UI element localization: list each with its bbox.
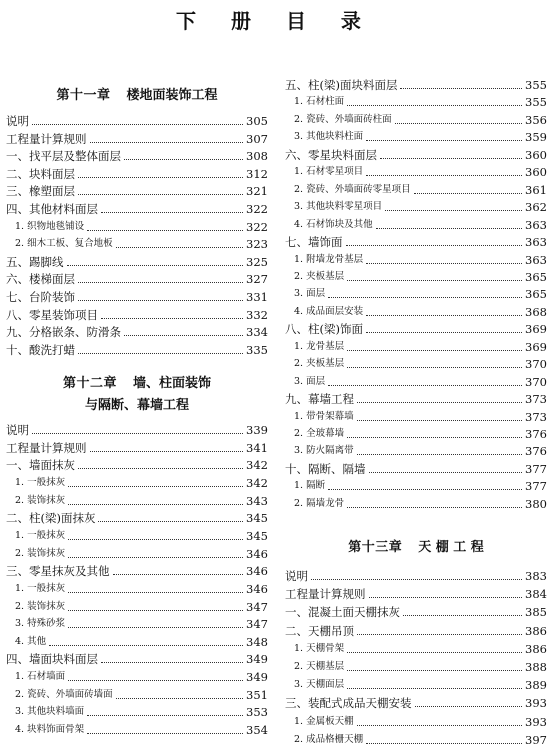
toc-entry — [6, 509, 268, 527]
page-number: 346 — [246, 546, 268, 561]
toc-entry — [285, 622, 547, 640]
toc-subentry — [6, 668, 268, 686]
toc-subentry — [6, 527, 268, 545]
dot-leader — [414, 192, 522, 194]
dot-leader — [87, 229, 243, 231]
entry-title: 说明 — [285, 569, 308, 583]
dot-leader — [366, 314, 522, 316]
dot-leader — [101, 211, 243, 213]
entry-title: 3. 其他块料墙面 — [15, 706, 85, 718]
page-number: 339 — [246, 423, 268, 437]
toc-entry — [6, 341, 268, 359]
entry-title: 工程量计算规则 — [6, 131, 87, 146]
toc-entry — [6, 439, 268, 457]
entry-title: 1. 石材墙面 — [15, 671, 66, 683]
dot-leader — [78, 281, 243, 283]
page-number: 341 — [246, 440, 268, 455]
dot-leader — [366, 139, 522, 141]
entry-title: 3. 面层 — [294, 375, 326, 387]
toc-entry — [6, 323, 268, 341]
page-number: 363 — [525, 252, 547, 267]
entry-title: 4. 石材饰块及其他 — [294, 218, 373, 230]
dot-leader — [357, 401, 522, 403]
toc-subentry — [6, 474, 268, 492]
dot-leader — [68, 503, 243, 505]
entry-title: 三、装配式成品天棚安装 — [285, 696, 412, 711]
page-number: 305 — [246, 114, 268, 128]
page-number: 377 — [525, 479, 547, 494]
entry-title: 1. 金属板天棚 — [294, 715, 354, 727]
page-number: 388 — [525, 660, 547, 674]
dot-leader — [32, 123, 243, 125]
page-number: 334 — [246, 325, 268, 340]
toc-entry — [6, 147, 268, 165]
dot-leader — [328, 296, 522, 298]
toc-entry — [6, 306, 268, 324]
entry-title: 1. 一般抹灰 — [15, 476, 66, 488]
dot-leader — [328, 488, 522, 490]
entry-title: 二、柱(梁)面抹灰 — [6, 511, 96, 526]
toc-entry — [285, 146, 547, 164]
entry-title: 七、墙饰面 — [285, 235, 343, 250]
dot-leader — [415, 705, 523, 707]
toc-entry — [6, 253, 268, 271]
chapter-title: 天 棚 工 程 — [418, 540, 484, 555]
page-number: 355 — [525, 78, 547, 92]
dot-leader — [98, 520, 243, 522]
page-number: 353 — [246, 705, 268, 720]
entry-title: 工程量计算规则 — [6, 440, 87, 455]
chapter-heading-12 — [6, 374, 268, 394]
entry-title: 四、墙面块料面层 — [6, 652, 98, 667]
dot-leader — [32, 432, 243, 434]
toc-entry — [285, 76, 547, 94]
page-number: 331 — [246, 290, 268, 304]
toc-subentry — [285, 268, 547, 286]
page-number: 383 — [525, 569, 547, 583]
toc-subentry — [285, 408, 547, 426]
entry-title: 九、分格嵌条、防滑条 — [6, 325, 121, 340]
dot-leader — [366, 262, 522, 264]
page-number: 349 — [246, 652, 268, 667]
toc-subentry — [285, 731, 547, 749]
toc-subentry — [6, 580, 268, 598]
dot-leader — [357, 453, 522, 455]
entry-title: 五、柱(梁)面块料面层 — [285, 78, 398, 92]
dot-leader — [68, 609, 243, 611]
page-number: 362 — [525, 200, 547, 215]
chapter-number: 第十二章 — [62, 376, 117, 391]
dot-leader — [385, 209, 522, 211]
page-number: 351 — [246, 687, 268, 702]
entry-title: 2. 成品格栅天棚 — [294, 733, 364, 745]
page-number: 363 — [525, 235, 547, 250]
toc-entry — [6, 650, 268, 668]
toc-subentry — [285, 425, 547, 443]
page-number: 312 — [246, 166, 268, 181]
page-number: 384 — [525, 587, 547, 602]
toc-entry — [6, 130, 268, 148]
entry-title: 十、隔断、隔墙 — [285, 461, 366, 476]
toc-entry — [6, 562, 268, 580]
dot-leader — [347, 687, 522, 689]
page-number: 345 — [246, 511, 268, 526]
toc-subentry — [285, 355, 547, 373]
page-number: 370 — [525, 357, 547, 372]
page-number: 376 — [525, 427, 547, 441]
entry-title: 六、零星块料面层 — [285, 147, 377, 162]
entry-title: 2. 细木工板、复合地板 — [15, 238, 113, 250]
page-number: 360 — [525, 147, 547, 162]
toc-entry — [285, 460, 547, 478]
entry-title: 3. 其他块料零星项目 — [294, 201, 383, 213]
page-number: 322 — [246, 202, 268, 216]
dot-leader — [366, 331, 522, 333]
page-number: 307 — [246, 131, 268, 146]
dot-leader — [346, 244, 523, 246]
entry-title: 2. 装饰抹灰 — [15, 547, 66, 559]
toc-entry — [285, 320, 547, 338]
entry-title: 三、零星抹灰及其他 — [6, 564, 110, 579]
entry-title: 1. 附墙龙骨基层 — [294, 253, 364, 265]
page-number: 386 — [525, 623, 547, 638]
dot-leader — [347, 506, 522, 508]
chapter-number: 第十一章 — [56, 88, 111, 103]
entry-title: 2. 天棚基层 — [294, 661, 345, 672]
page-number: 369 — [525, 322, 547, 337]
toc-entry — [6, 288, 268, 306]
dot-leader — [380, 157, 522, 159]
entry-title: 1. 天棚骨架 — [294, 642, 345, 654]
entry-title: 八、零星装饰项目 — [6, 307, 98, 322]
toc-entry — [285, 567, 547, 585]
toc-subentry — [285, 373, 547, 391]
dot-leader — [78, 193, 243, 195]
toc-subentry — [6, 218, 268, 236]
dot-leader — [357, 724, 522, 726]
page-number: 393 — [525, 696, 547, 711]
entry-title: 一、找平层及整体面层 — [6, 149, 121, 164]
entry-title: 1. 一般抹灰 — [15, 529, 66, 541]
dot-leader — [78, 176, 243, 178]
entry-title: 2. 全玻幕墙 — [294, 428, 345, 439]
toc-subentry — [285, 303, 547, 321]
dot-leader — [347, 366, 522, 368]
page-number: 356 — [525, 112, 547, 127]
entry-title: 2. 装饰抹灰 — [15, 600, 66, 612]
chapter-heading-12-line2 — [6, 396, 268, 416]
entry-title: 2. 瓷砖、外墙面砖墙面 — [15, 688, 113, 700]
toc-entry — [285, 233, 547, 251]
dot-leader — [68, 538, 243, 540]
toc-entry — [285, 585, 547, 603]
dot-leader — [78, 299, 243, 301]
entry-title: 四、其他材料面层 — [6, 202, 98, 216]
entry-title: 十、酸洗打蜡 — [6, 342, 75, 357]
page-number: 321 — [246, 184, 268, 199]
dot-leader — [101, 317, 243, 319]
chapter-title: 楼地面装饰工程 — [126, 88, 218, 103]
toc-subentry — [6, 545, 268, 563]
page-number: 349 — [246, 670, 268, 685]
entry-title: 二、块料面层 — [6, 166, 75, 181]
entry-title: 说明 — [6, 423, 29, 437]
page-number: 345 — [246, 528, 268, 543]
page-number: 386 — [525, 641, 547, 656]
dot-leader — [101, 661, 243, 663]
entry-title: 1. 一般抹灰 — [15, 582, 66, 594]
toc-subentry — [6, 721, 268, 739]
dot-leader — [49, 644, 243, 646]
chapter-heading-13 — [285, 538, 547, 558]
toc-subentry — [285, 251, 547, 269]
dot-leader — [395, 122, 522, 124]
toc-subentry — [285, 181, 547, 199]
toc-entry — [6, 270, 268, 288]
page-number: 308 — [246, 149, 268, 164]
page-number: 363 — [525, 217, 547, 232]
page-number: 369 — [525, 339, 547, 354]
chapter-title: 墙、柱面装饰 — [133, 376, 212, 391]
dot-leader — [347, 436, 522, 438]
toc-right-column — [285, 0, 547, 756]
toc-subentry — [6, 492, 268, 510]
entry-title: 4. 成品面层安装 — [294, 305, 364, 317]
dot-leader — [376, 227, 522, 229]
entry-title: 1. 石材柱面 — [294, 96, 345, 108]
dot-leader — [116, 246, 243, 248]
entry-title: 4. 其他 — [15, 635, 47, 647]
dot-leader — [369, 471, 523, 473]
dot-leader — [68, 485, 243, 487]
toc-subentry — [285, 658, 547, 676]
toc-subentry — [6, 686, 268, 704]
entry-title: 3. 面层 — [294, 288, 326, 300]
dot-leader — [90, 450, 244, 452]
dot-leader — [311, 578, 522, 580]
page-number: 346 — [246, 564, 268, 579]
toc-subentry — [285, 93, 547, 111]
page-number: 370 — [525, 374, 547, 389]
toc-subentry — [285, 640, 547, 658]
dot-leader — [68, 556, 243, 558]
dot-leader — [347, 104, 522, 106]
dot-leader — [400, 87, 522, 89]
toc-entry — [285, 390, 547, 408]
entry-title: 三、橡塑面层 — [6, 184, 75, 199]
page-number: 347 — [246, 599, 268, 614]
entry-title: 4. 块料饰面骨架 — [15, 724, 85, 736]
dot-leader — [124, 158, 243, 160]
toc-subentry — [285, 338, 547, 356]
dot-leader — [357, 633, 522, 635]
dot-leader — [116, 697, 243, 699]
entry-title: 2. 夹板基层 — [294, 270, 345, 282]
page-number: 355 — [525, 95, 547, 110]
page-number: 325 — [246, 254, 268, 269]
chapter-number: 第十三章 — [348, 540, 403, 555]
page-number: 348 — [246, 634, 268, 649]
toc-subentry — [6, 703, 268, 721]
toc-subentry — [285, 111, 547, 129]
dot-leader — [67, 264, 244, 266]
page-number: 346 — [246, 581, 268, 596]
dot-leader — [87, 714, 243, 716]
entry-title: 八、柱(梁)饰面 — [285, 322, 363, 337]
toc-entry — [6, 182, 268, 200]
toc-entry — [285, 603, 547, 621]
toc-subentry — [6, 633, 268, 651]
dot-leader — [87, 732, 243, 734]
toc-subentry — [285, 198, 547, 216]
entry-title: 工程量计算规则 — [285, 587, 366, 602]
dot-leader — [366, 174, 522, 176]
dot-leader — [68, 626, 243, 628]
dot-leader — [124, 334, 243, 336]
dot-leader — [68, 591, 243, 593]
toc-subentry — [285, 477, 547, 495]
toc-entry — [6, 165, 268, 183]
entry-title: 一、墙面抹灰 — [6, 458, 75, 473]
page-number: 365 — [525, 269, 547, 284]
page-number: 380 — [525, 496, 547, 511]
page-number: 347 — [246, 617, 268, 632]
page-number: 385 — [525, 605, 547, 620]
entry-title: 2. 瓷砖、外墙面砖柱面 — [294, 113, 392, 125]
entry-title: 1. 织物地毯铺设 — [15, 220, 85, 232]
entry-title: 1. 石材零星项目 — [294, 166, 364, 178]
page-number: 342 — [246, 475, 268, 490]
entry-title: 六、楼梯面层 — [6, 272, 75, 287]
dot-leader — [68, 679, 243, 681]
entry-title: 七、台阶装饰 — [6, 290, 75, 304]
page-number: 343 — [246, 493, 268, 508]
entry-title: 二、天棚吊顶 — [285, 623, 354, 638]
toc-subentry — [6, 615, 268, 633]
entry-title: 九、幕墙工程 — [285, 392, 354, 407]
toc-subentry — [285, 163, 547, 181]
toc-subentry — [285, 495, 547, 513]
toc-entry — [6, 421, 268, 439]
toc-entry — [285, 694, 547, 712]
page-number: 373 — [525, 392, 547, 407]
toc-subentry — [285, 285, 547, 303]
dot-leader — [78, 352, 243, 354]
entry-title: 说明 — [6, 114, 29, 128]
dot-leader — [113, 573, 244, 575]
page-number: 354 — [246, 723, 268, 738]
page-number: 368 — [525, 304, 547, 319]
entry-title: 3. 其他块料柱面 — [294, 131, 364, 143]
page-number: 342 — [246, 458, 268, 473]
dot-leader — [90, 141, 244, 143]
page-number: 332 — [246, 307, 268, 322]
entry-title: 2. 瓷砖、外墙面砖零星项目 — [294, 183, 411, 195]
toc-entry — [6, 456, 268, 474]
dot-leader — [366, 742, 522, 744]
page-number: 322 — [246, 219, 268, 234]
toc-subentry — [285, 442, 547, 460]
entry-title: 一、混凝土面天棚抹灰 — [285, 605, 400, 620]
dot-leader — [78, 467, 243, 469]
entry-title: 1. 隔断 — [294, 480, 326, 492]
chapter-heading-11 — [6, 86, 268, 106]
page-number: 361 — [525, 182, 547, 197]
toc-left-column — [6, 0, 268, 756]
dot-leader — [403, 614, 522, 616]
page-number: 359 — [525, 130, 547, 145]
page-number: 373 — [525, 409, 547, 424]
page-number: 377 — [525, 461, 547, 476]
dot-leader — [347, 279, 522, 281]
entry-title: 3. 天棚面层 — [294, 679, 345, 691]
toc-subentry — [285, 128, 547, 146]
entry-title: 2. 隔墙龙骨 — [294, 497, 345, 509]
entry-title: 1. 龙骨基层 — [294, 340, 345, 352]
toc-entry — [6, 200, 268, 218]
page-number: 327 — [246, 272, 268, 287]
page-number: 393 — [525, 714, 547, 729]
toc-subentry — [285, 676, 547, 694]
toc-subentry — [6, 235, 268, 253]
entry-title: 2. 夹板基层 — [294, 358, 345, 370]
entry-title: 1. 带骨架幕墙 — [294, 410, 354, 422]
page-number: 376 — [525, 444, 547, 459]
page-number: 397 — [525, 732, 547, 747]
entry-title: 3. 特殊砂浆 — [15, 618, 66, 630]
toc-subentry — [285, 216, 547, 234]
dot-leader — [369, 596, 523, 598]
dot-leader — [328, 384, 522, 386]
entry-title: 2. 装饰抹灰 — [15, 494, 66, 506]
entry-title: 3. 防火隔离带 — [294, 445, 354, 457]
dot-leader — [347, 349, 522, 351]
page-number: 389 — [525, 678, 547, 693]
page-number: 335 — [246, 342, 268, 357]
dot-leader — [347, 651, 522, 653]
page-title: 下 册 目 录 — [176, 9, 375, 33]
page-number: 365 — [525, 287, 547, 302]
page-number: 360 — [525, 165, 547, 180]
toc-entry — [6, 112, 268, 130]
dot-leader — [347, 669, 522, 671]
chapter-title-line2: 与隔断、幕墙工程 — [84, 398, 189, 413]
toc-subentry — [6, 598, 268, 616]
entry-title: 五、踢脚线 — [6, 254, 64, 269]
toc-subentry — [285, 713, 547, 731]
dot-leader — [357, 419, 522, 421]
page-number: 323 — [246, 237, 268, 252]
